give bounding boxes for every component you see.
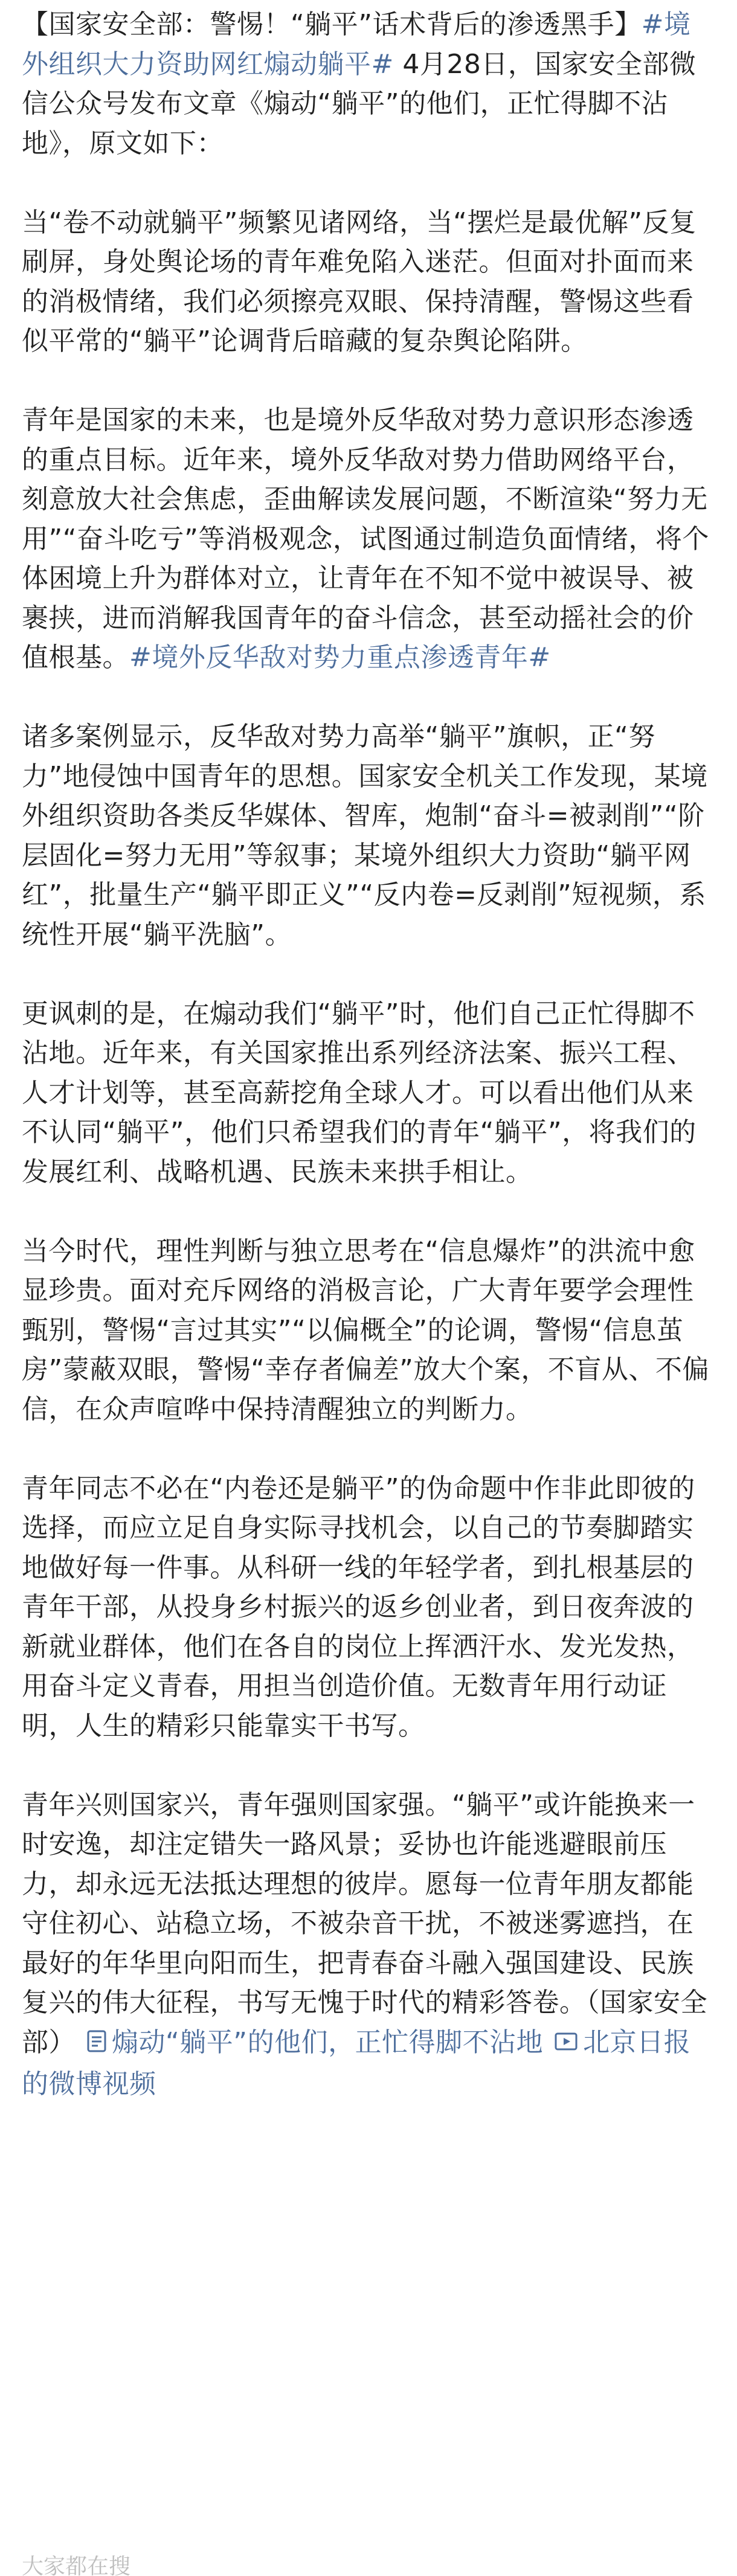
paragraph-7-text: 青年兴则国家兴，青年强则国家强。“躺平”或许能换来一时安逸，却注定错失一路风景；妥协也许能逃避眼前压力，却永远无法抵达理想的彼岸。愿每一位青年朋友都能守住初心、站稳立场，不被杂音干扰，不被迷雾遮挡，在最好的年华里向阳而生，把青春奋斗融入强国建设、民族复兴的伟大征程，书写无愧于时代的精彩答卷。（国家安全部）	[22, 1789, 707, 2058]
paragraph-1: 当“卷不动就躺平”频繁见诸网络，当“摆烂是最优解”反复刷屏，身处舆论场的青年难免陷入迷茫。但面对扑面而来的消极情绪，我们必须擦亮双眼、保持清醒，警惕这些看似平常的“躺平”论调背后暗藏的复杂舆论陷阱。	[22, 207, 697, 356]
article-link[interactable]: 煽动“躺平”的他们，正忙得脚不沾地	[112, 2026, 544, 2058]
intro-text: 4月28日，国家安全部微信公众号发布文章《煽动“躺平”的他们，正忙得脚不沾地》，原文如下：	[22, 48, 697, 159]
paragraph-6: 青年同志不必在“内卷还是躺平”的伪命题中作非此即彼的选择，而应立足自身实际寻找机会，以自己的节奏脚踏实地做好每一件事。从科研一线的年轻学者，到扎根基层的青年干部，从投身乡村振兴的返乡创业者，到日夜奔波的新就业群体，他们在各自的岗位上挥洒汗水、发光发热，用奋斗定义青春，用担当创造价值。无数青年用行动证明，人生的精彩只能靠实干书写。	[22, 1473, 695, 1741]
video-link[interactable]: 北京日报的微博视频	[22, 2026, 691, 2099]
trending-search-label: 大家都在搜	[22, 2554, 131, 2576]
video-icon	[554, 2025, 579, 2065]
paragraph-3: 诸多案例显示，反华敌对势力高举“躺平”旗帜，正“努力”地侵蚀中国青年的思想。国家安全机关工作发现，某境外组织资助各类反华媒体、智库，炮制“奋斗=被剥削”“阶层固化=努力无用”等叙事；某境外组织大力资助“躺平网红”，批量生产“躺平即正义”“反内卷=反剥削”短视频，系统性开展“躺平洗脑”。	[22, 721, 708, 950]
post-intro	[22, 5, 715, 163]
paragraph-7	[22, 1785, 715, 2104]
topic-tag-funding-influencers[interactable]: #境外组织大力资助网红煽动躺平#	[22, 9, 691, 80]
paragraph-2	[22, 400, 715, 678]
weibo-post	[22, 5, 715, 2104]
paragraph-4: 更讽刺的是，在煽动我们“躺平”时，他们自己正忙得脚不沾地。近年来，有关国家推出系列经济法案、振兴工程、人才计划等，甚至高薪挖角全球人才。可以看出他们从来不认同“躺平”，他们只希望我们的青年“躺平”，将我们的发展红利、战略机遇、民族未来拱手相让。	[22, 998, 697, 1187]
paragraph-5: 当今时代，理性判断与独立思考在“信息爆炸”的洪流中愈显珍贵。面对充斥网络的消极言论，广大青年要学会理性甄别，警惕“言过其实”“以偏概全”的论调，警惕“信息茧房”蒙蔽双眼，警惕“幸存者偏差”放大个案，不盲从、不偏信，在众声喧哗中保持清醒独立的判断力。	[22, 1235, 709, 1425]
post-headline: 【国家安全部：警惕！“躺平”话术背后的渗透黑手】	[22, 9, 642, 40]
article-icon	[86, 2025, 108, 2065]
trending-search-header[interactable]	[22, 2550, 130, 2576]
paragraph-2-text: 青年是国家的未来，也是境外反华敌对势力意识形态渗透的重点目标。近年来，境外反华敌对势力借助网络平台，刻意放大社会焦虑，歪曲解读发展问题，不断渲染“努力无用”“奋斗吃亏”等消极观念，试图通过制造负面情绪，将个体困境上升为群体对立，让青年在不知不觉中被误导、被裹挟，进而消解我国青年的奋斗信念，甚至动摇社会的价值根基。	[22, 405, 709, 673]
topic-tag-infiltration-youth[interactable]: #境外反华敌对势力重点渗透青年#	[129, 642, 551, 673]
